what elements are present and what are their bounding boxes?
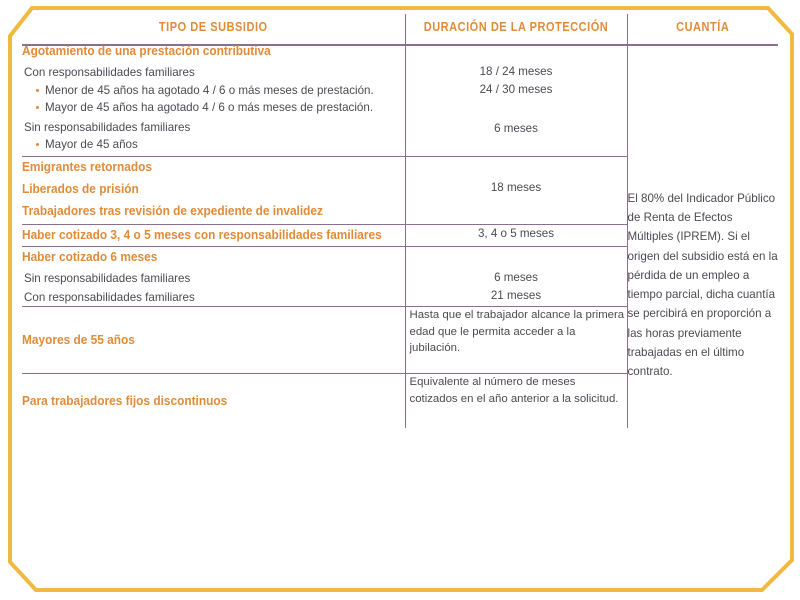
list-item: Mayor de 45 años	[36, 136, 405, 154]
cell-duracion-fijos	[405, 374, 627, 429]
cell-duracion-agotamiento	[405, 41, 627, 156]
category-title: Emigrantes retornados	[22, 159, 153, 174]
list-item: Menor de 45 años ha agotado 4 / 6 o más meses de prestación.	[36, 82, 405, 100]
category-title: Para trabajadores fijos discontinuos	[22, 394, 228, 409]
group-label: Sin responsabilidades familiares	[24, 120, 191, 134]
spacer	[406, 168, 627, 179]
cell-tipo-cotizado345	[22, 225, 405, 247]
vcenter-wrapper	[22, 374, 405, 428]
spacer	[406, 258, 627, 269]
spacer	[628, 41, 779, 189]
duration-value: 18 meses	[490, 180, 542, 194]
duration-value: 6 meses	[494, 271, 538, 285]
duration-value: 3, 4 o 5 meses	[477, 227, 555, 241]
cell-tipo-cotizado6	[22, 247, 405, 307]
table-header-row	[22, 14, 778, 41]
cell-tipo-fijos	[22, 374, 405, 429]
column-header-duracion: DURACIÓN DE LA PROTECCIÓN	[418, 14, 613, 41]
category-title: Mayores de 55 años	[22, 333, 135, 348]
bullet-list	[22, 136, 405, 154]
table-row	[22, 41, 778, 156]
cell-duracion-cotizado6	[405, 247, 627, 307]
cell-duracion-emigrantes	[405, 156, 627, 224]
cell-duracion-mayores55	[405, 307, 627, 374]
spacer	[406, 41, 627, 52]
duration-value: Equivalente al número de meses cotizados en el año anterior a la solicitud.	[409, 376, 619, 405]
category-title: Haber cotizado 6 meses	[22, 250, 158, 265]
duration-value: 24 / 30 meses	[479, 82, 553, 96]
cell-tipo-mayores55	[22, 307, 405, 374]
subsidy-table	[22, 14, 778, 428]
vcenter-wrapper	[22, 307, 405, 373]
group-label: Con responsabilidades familiares	[24, 66, 195, 80]
cuantia-description: El 80% del Indicador Público de Renta de Efectos Múltiples (IPREM). Si el origen del subsidio está en la pérdida de un empleo a tiempo parcial, dicha cuantía se percibirá en proporción a las horas previamente trabajadas en el último contrato.	[627, 192, 778, 379]
category-title: Haber cotizado 3, 4 o 5 meses con responsabilidades familiares	[22, 228, 382, 243]
spacer	[406, 98, 627, 109]
duration-value: 6 meses	[494, 122, 538, 136]
category-title: Agotamiento de una prestación contributiva	[22, 44, 271, 58]
spacer	[406, 247, 627, 258]
cell-tipo-agotamiento	[22, 41, 405, 156]
category-title: Liberados de prisión	[22, 181, 139, 196]
column-header-tipo: TIPO DE SUBSIDIO	[45, 14, 382, 41]
cell-tipo-emigrantes	[22, 156, 405, 224]
bullet-list	[22, 82, 405, 117]
column-header-cuantia: CUANTÍA	[676, 20, 730, 34]
category-title: Trabajadores tras revisión de expediente de invalidez	[22, 203, 323, 218]
duration-value: 21 meses	[490, 288, 542, 302]
duration-value: 18 / 24 meses	[479, 65, 553, 78]
list-item: Mayor de 45 años ha agotado 4 / 6 o más meses de prestación.	[36, 99, 405, 117]
cell-duracion-cotizado345	[405, 225, 627, 247]
spacer	[406, 109, 627, 120]
spacer	[406, 157, 627, 168]
duration-value: Hasta que el trabajador alcance la primera edad que le permita acceder a la jubilación.	[409, 309, 625, 355]
spacer	[406, 52, 627, 63]
cell-cuantia	[627, 41, 778, 428]
group-label: Sin responsabilidades familiares	[24, 272, 191, 286]
group-label: Con responsabilidades familiares	[24, 290, 195, 304]
